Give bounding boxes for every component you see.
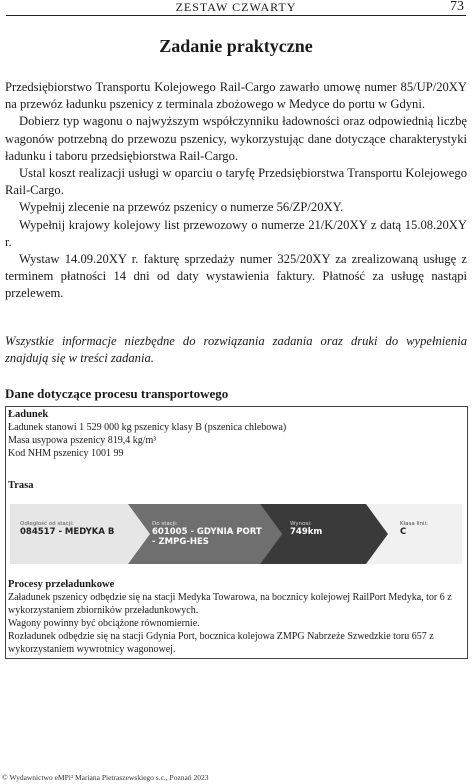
paragraph-contract: Przedsiębiorstwo Transportu Kolejowego Rail-Cargo zawarło umowę numer 85/UP/20XY na przewóz ładunku pszenicy z terminala zbożowego w Medyce do portu w Gdyni. xyxy=(5,80,467,112)
paragraph-wagon-selection: Dobierz typ wagonu o najwyższym współczynniku ładowności oraz odpowiednią liczbę wagonów potrzebną do przewozu pszenicy, wykorzystując dane dotyczące charakterystyki ładunku i taboru przedsiębiorstwa Rail-Cargo. xyxy=(5,114,467,163)
transport-data-box xyxy=(5,406,468,659)
task-description xyxy=(5,79,467,303)
transshipment-label: Procesy przeładunkowe xyxy=(8,579,115,590)
route-class-segment xyxy=(388,504,462,564)
distance-label: Wynosi: xyxy=(290,521,312,527)
paragraph-waybill: Wypełnij krajowy kolejowy list przewozowy o numerze 21/K/20XY z datą 15.08.20XY r. xyxy=(5,217,467,249)
paragraph-invoice: Wystaw 14.09.20XY r. fakturę sprzedaży numer 325/20XY za zrealizowaną usługę z terminem płatności 14 dni od daty wystawienia faktury. Płatność za usługę nastąpi przelewem. xyxy=(5,252,467,301)
cargo-line: Ładunek stanowi 1 529 000 kg pszenicy klasy B (pszenica chlebowa) xyxy=(8,422,287,433)
route-label: Trasa xyxy=(8,480,34,491)
to-label: Do stacji: xyxy=(152,521,178,527)
from-label: Odległość od stacji: xyxy=(20,521,74,527)
route-strip xyxy=(10,504,462,564)
cargo-label: Ładunek xyxy=(8,409,49,420)
cargo-line: Kod NHM pszenicy 1001 99 xyxy=(8,448,124,459)
instruction-note: Wszystkie informacje niezbędne do rozwiązania zadania oraz druki do wypełnienia znajdują się w treści zadania. xyxy=(5,334,467,366)
paragraph-order: Wypełnij zlecenie na przewóz pszenicy o numerze 56/ZP/20XY. xyxy=(19,200,344,215)
class-value: C xyxy=(400,527,407,537)
route-distance-segment xyxy=(260,504,380,564)
data-heading: Dane dotyczące procesu transportowego xyxy=(5,386,229,401)
running-header-title: ZESTAW CZWARTY xyxy=(175,0,297,14)
class-label: Klasa linii: xyxy=(400,521,428,527)
from-value: 084517 - MEDYKA B xyxy=(20,527,115,537)
distance-value: 749km xyxy=(290,527,323,537)
cargo-line: Masa usypowa pszenicy 819,4 kg/m³ xyxy=(8,435,157,446)
route-to-segment xyxy=(128,504,268,564)
transshipment-line: Załadunek pszenicy odbędzie się na stacji Medyka Towarowa, na bocznicy kolejowej RailPort Medyka, tor 6 z wykorzystaniem zbiorników przeładunkowych. xyxy=(8,592,452,616)
page-header xyxy=(6,0,466,16)
publisher-footer: © Wydawnictwo eMPi² Mariana Pietraszewskiego s.c., Poznań 2023 xyxy=(2,773,209,782)
transshipment-line: Wagony powinny być obciążone równomiernie. xyxy=(8,618,200,629)
paragraph-cost: Ustal koszt realizacji usługi w oparciu o taryfę Przedsiębiorstwa Transportu Kolejowego Rail-Cargo. xyxy=(5,166,467,198)
page-number: 73 xyxy=(450,0,464,14)
transshipment-line: Rozładunek odbędzie się na stacji Gdynia Port, bocznica kolejowa ZMPG Nabrzeże Szwedzkie toru 657 z wykorzystaniem wywrotnicy wagonowej. xyxy=(8,631,434,655)
to-value: 601005 - GDYNIA PORT - ZMPG-HES xyxy=(152,527,262,547)
section-title: Zadanie praktyczne xyxy=(159,36,313,56)
